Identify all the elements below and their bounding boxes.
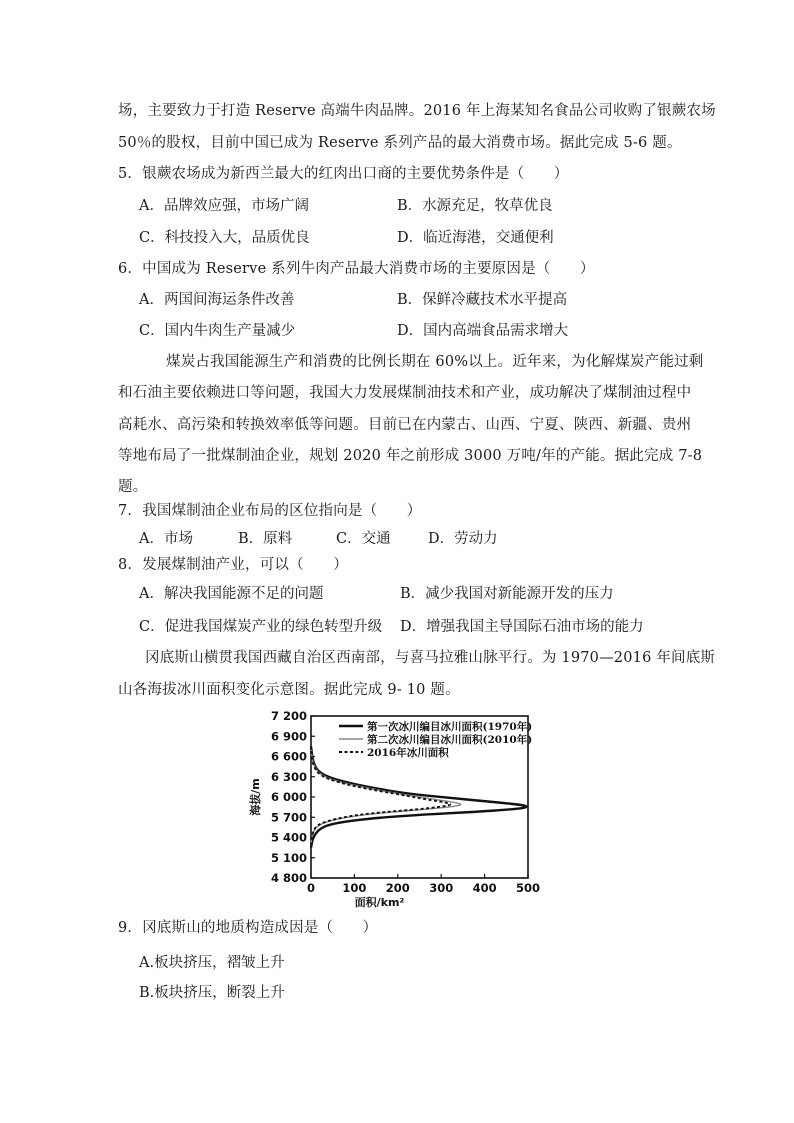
q7-option-a[interactable]: A．市场	[139, 531, 193, 547]
x-axis-title: 面积/km²	[354, 896, 405, 908]
y-tick-label: 7 200	[270, 709, 307, 723]
y-tick-label: 6 000	[270, 790, 307, 804]
q7-option-c[interactable]: C．交通	[336, 531, 391, 547]
q5-option-d[interactable]: D．临近海港，交通便利	[397, 230, 554, 246]
y-tick-label: 4 800	[270, 871, 307, 885]
y-tick-label: 5 100	[270, 850, 307, 865]
passage-line: 高耗水、高污染和转换效率低等问题。目前已在内蒙古、山西、宁夏、陕西、新疆、贵州	[118, 417, 692, 433]
question-5-stem: 5．银蕨农场成为新西兰最大的红肉出口商的主要优势条件是（ ）	[118, 166, 569, 182]
passage-line: 煤炭占我国能源生产和消费的比例长期在 60%以上。近年来，为化解煤炭产能过剩	[166, 354, 704, 370]
series-line-3	[311, 751, 450, 844]
passage-line: 等地布局了一批煤制油企业，规划 2020 年之前形成 3000 万吨/年的产能。据此完成 7-8	[118, 448, 703, 464]
x-tick-label: 0	[306, 881, 316, 895]
q8-option-b[interactable]: B．减少我国对新能源开发的压力	[400, 586, 614, 602]
passage-line: 题。	[118, 479, 148, 495]
q6-option-d[interactable]: D．国内高端食品需求增大	[397, 323, 569, 339]
q8-option-c[interactable]: C．促进我国煤炭产业的绿色转型升级	[139, 619, 383, 635]
x-tick-label: 400	[472, 881, 497, 895]
q7-option-d[interactable]: D．劳动力	[428, 531, 498, 547]
question-8-stem: 8．发展煤制油产业，可以（ ）	[118, 557, 348, 573]
x-tick-label: 200	[385, 881, 410, 895]
question-7-stem: 7．我国煤制油企业布局的区位指向是（ ）	[118, 503, 422, 519]
x-tick-label: 500	[515, 881, 541, 895]
y-tick-label: 6 900	[270, 729, 307, 744]
q7-option-b[interactable]: B．原料	[238, 531, 293, 547]
passage-line: 和石油主要依赖进口等问题，我国大力发展煤制油技术和产业，成功解决了煤制油过程中	[118, 385, 692, 401]
legend-label-1: 第一次冰川编目冰川面积(1970年)	[367, 721, 533, 733]
y-tick-label: 5 400	[270, 830, 307, 845]
question-9-stem: 9．冈底斯山的地质构造成因是（ ）	[118, 920, 378, 936]
question-6-stem: 6．中国成为 Reserve 系列牛肉产品最大消费市场的主要原因是（ ）	[118, 261, 595, 277]
y-tick-label: 5 700	[270, 810, 307, 825]
y-tick-label: 6 600	[270, 749, 307, 764]
q6-option-b[interactable]: B．保鲜冷藏技术水平提高	[397, 292, 568, 308]
q9-option-b[interactable]: B.板块挤压，断裂上升	[139, 985, 285, 1001]
passage-line: 场，主要致力于打造 Reserve 高端牛肉品牌。2016 年上海某知名食品公司收购了银蕨农场	[118, 103, 716, 119]
q5-option-a[interactable]: A．品牌效应强，市场广阔	[139, 198, 309, 214]
legend-label-2: 第二次冰川编目冰川面积(2010年)	[367, 734, 533, 746]
x-tick-label: 300	[429, 881, 454, 895]
q8-option-d[interactable]: D．增强我国主导国际石油市场的能力	[400, 619, 644, 635]
q9-option-a[interactable]: A.板块挤压，褶皱上升	[139, 955, 285, 971]
passage-line: 50％的股权，目前中国已成为 Reserve 系列产品的最大消费市场。据此完成 5-6 题。	[118, 135, 682, 151]
x-tick-label: 100	[342, 881, 367, 895]
q6-option-c[interactable]: C．国内牛肉生产量减少	[139, 323, 296, 339]
q5-option-c[interactable]: C．科技投入大，品质优良	[139, 230, 310, 246]
passage-line: 冈底斯山横贯我国西藏自治区西南部，与喜马拉雅山脉平行。为 1970—2016 年间底斯	[145, 650, 716, 666]
glacier-area-chart-svg	[245, 708, 555, 908]
q8-option-a[interactable]: A．解决我国能源不足的问题	[139, 586, 324, 602]
q6-option-a[interactable]: A．两国间海运条件改善	[139, 292, 295, 308]
y-axis-title: 海拔/m	[249, 778, 262, 816]
passage-line: 山各海拔冰川面积变化示意图。据此完成 9- 10 题。	[118, 682, 460, 698]
y-tick-label: 6 300	[270, 769, 307, 784]
q5-option-b[interactable]: B．水源充足，牧草优良	[397, 198, 553, 214]
glacier-area-chart	[245, 708, 555, 908]
legend-label-3: 2016年冰川面积	[367, 747, 449, 759]
